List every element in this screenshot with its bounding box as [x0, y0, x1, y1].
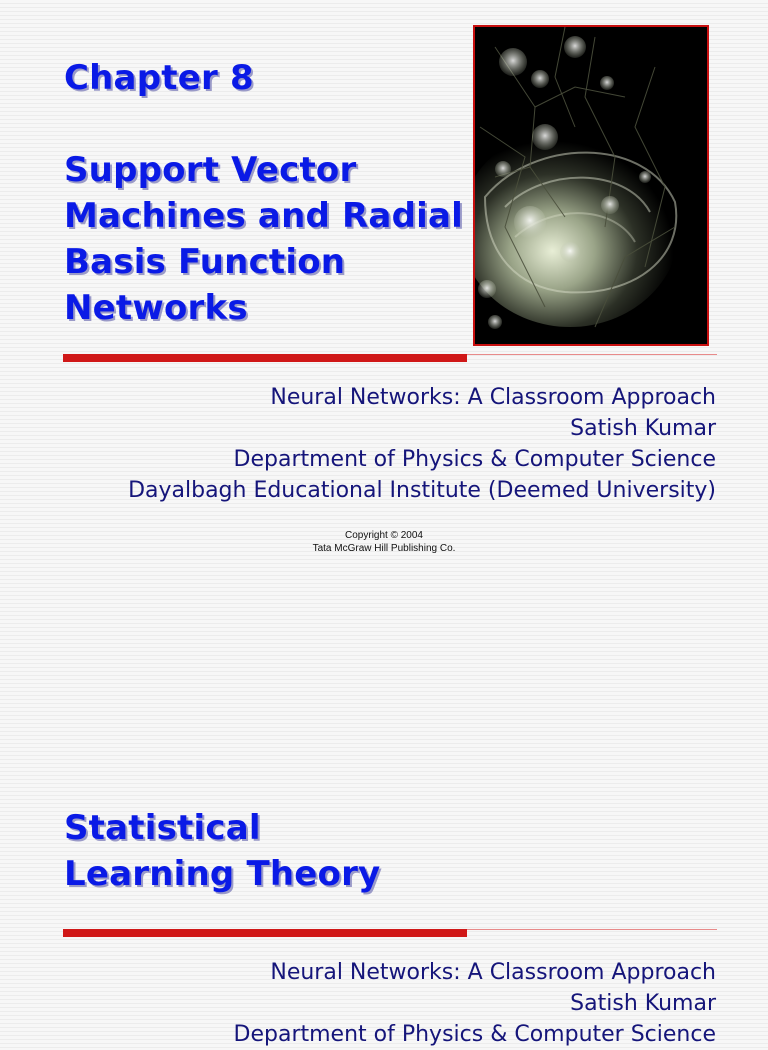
slide-title — [64, 55, 463, 331]
title-divider-thin — [467, 929, 717, 930]
title-divider-thick — [63, 929, 467, 937]
slide-2 — [0, 575, 768, 1047]
title-line: Basis Function — [64, 242, 346, 282]
author-name: Satish Kumar — [570, 991, 716, 1016]
credits-block — [128, 382, 716, 506]
book-title: Neural Networks: A Classroom Approach — [270, 960, 716, 985]
department: Department of Physics & Computer Science — [233, 1022, 716, 1047]
brain-neurons-image — [473, 25, 709, 346]
copyright-notice — [0, 529, 768, 555]
title-divider-thick — [63, 354, 467, 362]
author-name: Satish Kumar — [570, 416, 716, 441]
credits-block — [234, 957, 716, 1050]
copyright-line: Copyright © 2004 — [345, 530, 423, 541]
title-divider-thin — [467, 354, 717, 355]
title-line: Support Vector — [64, 150, 357, 190]
title-line: Machines and Radial — [64, 196, 463, 236]
slide-title — [64, 805, 380, 897]
title-line: Learning Theory — [64, 854, 381, 894]
publisher-line: Tata McGraw Hill Publishing Co. — [312, 543, 456, 554]
brain-illustration — [475, 27, 707, 344]
institute: Dayalbagh Educational Institute (Deemed University) — [128, 478, 716, 503]
title-line: Networks — [64, 288, 248, 328]
book-title: Neural Networks: A Classroom Approach — [270, 385, 716, 410]
title-line: Statistical — [64, 808, 261, 848]
chapter-label: Chapter 8 — [64, 58, 254, 98]
department: Department of Physics & Computer Science — [233, 447, 716, 472]
